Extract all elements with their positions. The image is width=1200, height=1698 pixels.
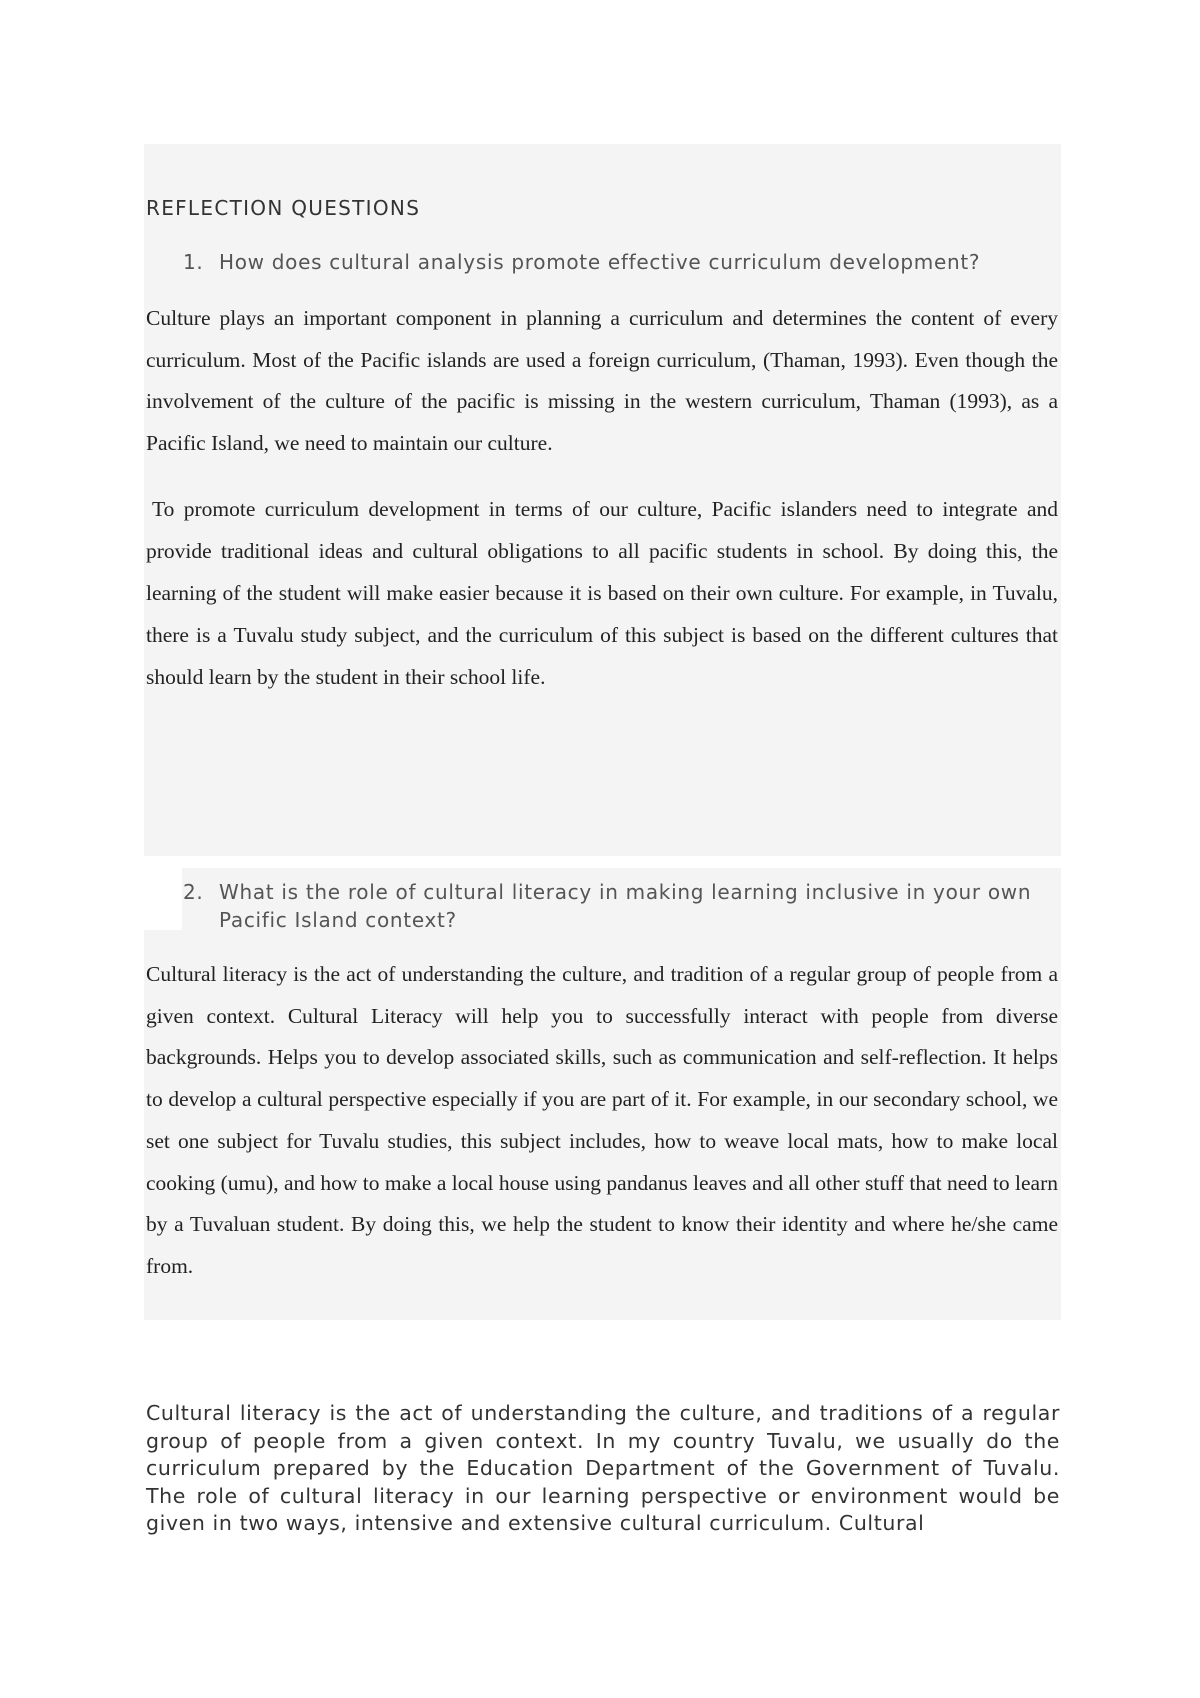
page-heading: REFLECTION QUESTIONS [146, 196, 421, 220]
answer-1-paragraph-2: To promote curriculum development in terms of our culture, Pacific islanders need to integrate and provide traditional ideas and cultural obligations to all pacific students in school. By doing this, the learning of the student will make easier because it is based on their own culture. For example, in Tuvalu, there is a Tuvalu study subject, and the curriculum of this subject is based on the different cultures that should learn by the student in their school life. [146, 497, 1058, 689]
answer-1-paragraph-1: Culture plays an important component in planning a curriculum and determines the content of every curriculum. Most of the Pacific islands are used a foreign curriculum, (Thaman, 1993). Even though the involvement of the culture of the pacific is missing in the western curriculum, Thaman (1993), as a Pacific Island, we need to maintain our culture. [146, 306, 1058, 455]
question-1 [183, 248, 1063, 278]
question-2 [183, 878, 1063, 934]
question-1-number: 1. [183, 250, 204, 274]
question-2-number: 2. [183, 880, 204, 904]
answer-2-paragraph-2: Cultural literacy is the act of understanding the culture, and traditions of a regular group of people from a given context. In my country Tuvalu, we usually do the curriculum prepared by the Education Department of the Government of Tuvalu. The role of cultural literacy in our learning perspective or environment would be given in two ways, intensive and extensive cultural curriculum. Cultural [146, 1401, 1060, 1535]
question-2-text: What is the role of cultural literacy in making learning inclusive in your own Pacific Island context? [219, 880, 1032, 932]
question-1-text: How does cultural analysis promote effective curriculum development? [219, 250, 981, 274]
answer-2-paragraph-1: Cultural literacy is the act of understanding the culture, and tradition of a regular group of people from a given context. Cultural Literacy will help you to successfully interact with people from diverse backgrounds. Helps you to develop associated skills, such as communication and self-reflection. It helps to develop a cultural perspective especially if you are part of it. For example, in our secondary school, we set one subject for Tuvalu studies, this subject includes, how to weave local mats, how to make local cooking (umu), and how to make a local house using pandanus leaves and all other stuff that need to learn by a Tuvaluan student. By doing this, we help the student to know their identity and where he/she came from. [146, 962, 1058, 1278]
